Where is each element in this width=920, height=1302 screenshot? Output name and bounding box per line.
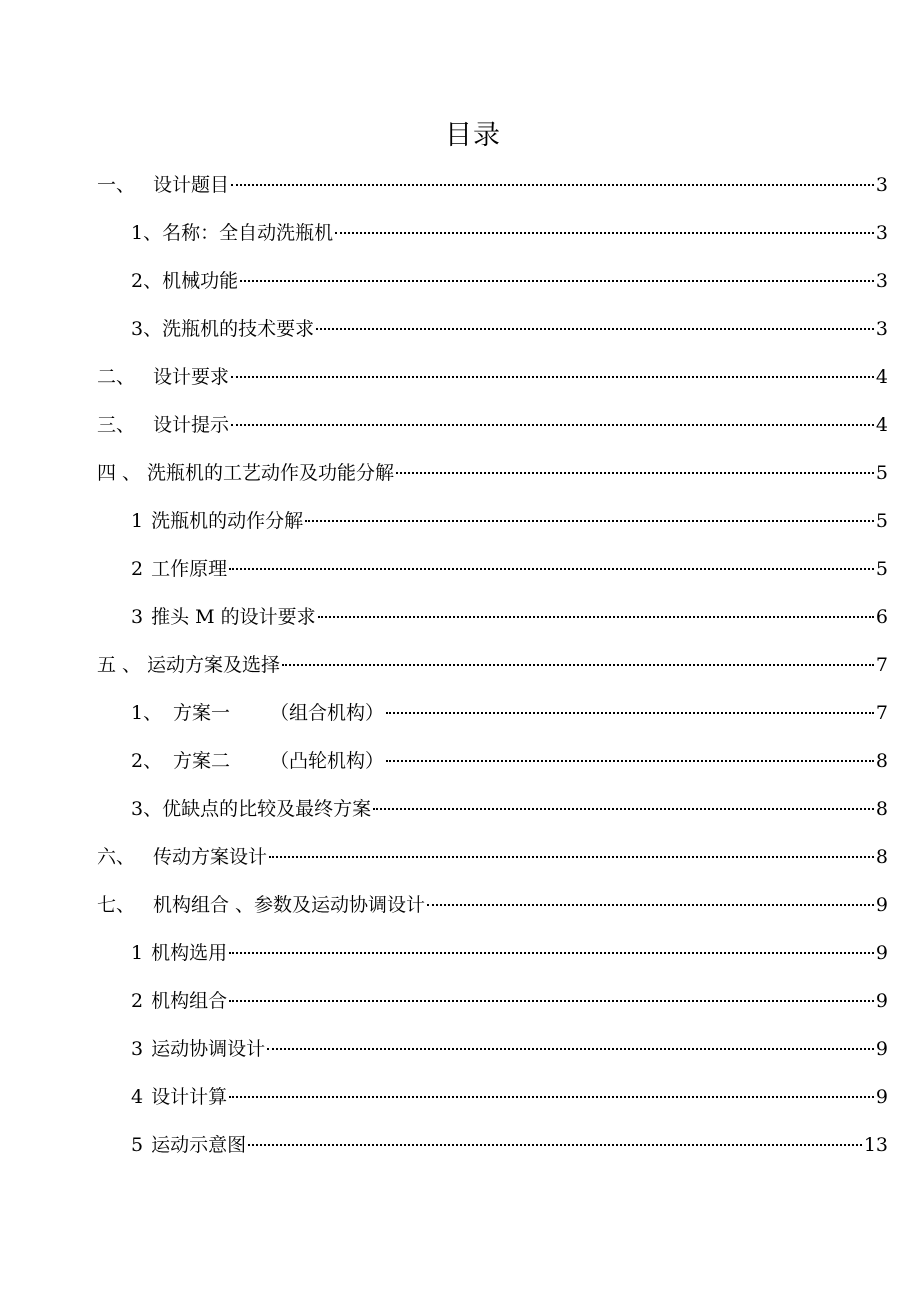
toc-page-number: 8	[875, 798, 888, 820]
dot-leader	[267, 1047, 874, 1050]
toc-page-number: 7	[875, 654, 888, 676]
toc-page-number: 3	[875, 174, 888, 196]
toc-number: 1	[131, 510, 144, 532]
toc-entry[interactable]	[0, 881, 888, 929]
page-title: 目录	[445, 120, 501, 151]
toc-number: 1、	[131, 222, 163, 244]
dot-leader	[240, 279, 874, 282]
dot-leader	[229, 567, 874, 570]
toc-label: 运动方案及选择	[147, 654, 281, 676]
dot-leader	[396, 471, 874, 474]
toc-entry[interactable]	[0, 209, 888, 257]
toc-page-number: 9	[875, 942, 888, 964]
dot-leader	[229, 1095, 874, 1098]
toc-label: 机构组合 、参数及运动协调设计	[153, 894, 426, 916]
toc-number: 二、	[97, 366, 136, 388]
dot-leader	[269, 855, 874, 858]
toc-page-number: 9	[875, 894, 888, 916]
dot-leader	[427, 903, 874, 906]
toc-page-number: 5	[875, 510, 888, 532]
dot-leader	[305, 519, 874, 522]
toc-label-note: （组合机构）	[270, 702, 385, 724]
dot-leader	[231, 375, 874, 378]
toc-entry[interactable]	[0, 353, 888, 401]
toc-page-number: 13	[863, 1134, 888, 1156]
toc-entry[interactable]	[0, 449, 888, 497]
toc-number: 1	[131, 942, 144, 964]
toc-page-number: 9	[875, 1086, 888, 1108]
toc-page-number: 4	[875, 366, 888, 388]
toc-entry[interactable]	[0, 161, 888, 209]
toc-entry[interactable]	[0, 785, 888, 833]
toc-entry[interactable]	[0, 545, 888, 593]
toc-number: 3、	[131, 318, 163, 340]
toc-label: 名称：全自动洗瓶机	[162, 222, 334, 244]
toc-entry[interactable]	[0, 977, 888, 1025]
toc-label: 优缺点的比较及最终方案	[162, 798, 372, 820]
dot-leader	[248, 1143, 862, 1146]
toc-number: 七、	[97, 894, 136, 916]
dot-leader	[282, 663, 874, 666]
toc-page-number: 5	[875, 462, 888, 484]
toc-label	[173, 689, 384, 737]
toc-number: 3	[131, 1038, 144, 1060]
toc-page-number: 3	[875, 222, 888, 244]
toc-label: 设计题目	[153, 174, 230, 196]
toc-label: 运动协调设计	[151, 1038, 266, 1060]
toc-number: 四 、	[97, 462, 142, 484]
toc-label: 推头 M 的设计要求	[151, 606, 316, 628]
toc-page-number: 3	[875, 270, 888, 292]
toc-number: 3、	[131, 798, 163, 820]
toc-page-number: 9	[875, 990, 888, 1012]
toc-entry[interactable]	[0, 305, 888, 353]
toc-label: 洗瓶机的工艺动作及功能分解	[147, 462, 395, 484]
toc-entry[interactable]	[0, 737, 888, 785]
toc-number: 2、	[131, 750, 163, 772]
toc-entry[interactable]	[0, 593, 888, 641]
toc-entry[interactable]	[0, 1121, 888, 1169]
toc-label: 机械功能	[162, 270, 239, 292]
dot-leader	[318, 615, 874, 618]
toc-label: 设计要求	[153, 366, 230, 388]
toc-label: 机构选用	[151, 942, 228, 964]
dot-leader	[316, 327, 874, 330]
dot-leader	[229, 951, 874, 954]
toc-entry[interactable]	[0, 833, 888, 881]
toc-entry[interactable]	[0, 497, 888, 545]
toc-entry[interactable]	[0, 401, 888, 449]
toc-page-number: 7	[875, 702, 888, 724]
toc-number: 1、	[131, 702, 163, 724]
toc-label: 洗瓶机的动作分解	[151, 510, 304, 532]
dot-leader	[335, 231, 874, 234]
dot-leader	[386, 711, 874, 714]
toc-label-main: 方案二	[173, 750, 231, 772]
toc-page-number: 5	[875, 558, 888, 580]
toc-page-number: 9	[875, 1038, 888, 1060]
toc-page-number: 3	[875, 318, 888, 340]
dot-leader	[231, 183, 874, 186]
toc-number: 4	[131, 1086, 144, 1108]
toc-label: 设计提示	[153, 414, 230, 436]
toc-number: 三、	[97, 414, 136, 436]
toc-entry[interactable]	[0, 1073, 888, 1121]
toc-entry[interactable]	[0, 257, 888, 305]
toc-label: 洗瓶机的技术要求	[162, 318, 315, 340]
toc-page-number: 8	[875, 750, 888, 772]
toc-label: 运动示意图	[151, 1134, 247, 1156]
toc-page-number: 8	[875, 846, 888, 868]
toc-entry[interactable]	[0, 929, 888, 977]
toc-label-note: （凸轮机构）	[270, 750, 385, 772]
toc-number: 2、	[131, 270, 163, 292]
toc-number: 2	[131, 558, 144, 580]
dot-leader	[229, 999, 874, 1002]
toc-entry[interactable]	[0, 689, 888, 737]
dot-leader	[231, 423, 874, 426]
toc-label: 工作原理	[151, 558, 228, 580]
toc-number: 5	[131, 1134, 144, 1156]
toc-number: 一、	[97, 174, 136, 196]
toc-number: 3	[131, 606, 144, 628]
toc-entry[interactable]	[0, 1025, 888, 1073]
toc-label: 传动方案设计	[153, 846, 268, 868]
toc-label: 设计计算	[151, 1086, 228, 1108]
toc-page-number: 6	[875, 606, 888, 628]
toc-label	[173, 737, 384, 785]
dot-leader	[386, 759, 874, 762]
toc-label: 机构组合	[151, 990, 228, 1012]
toc-page-number: 4	[875, 414, 888, 436]
toc-number: 六、	[97, 846, 136, 868]
toc-entry[interactable]	[0, 641, 888, 689]
toc-number: 五 、	[97, 654, 142, 676]
dot-leader	[373, 807, 874, 810]
toc-label-main: 方案一	[173, 702, 231, 724]
toc-number: 2	[131, 990, 144, 1012]
